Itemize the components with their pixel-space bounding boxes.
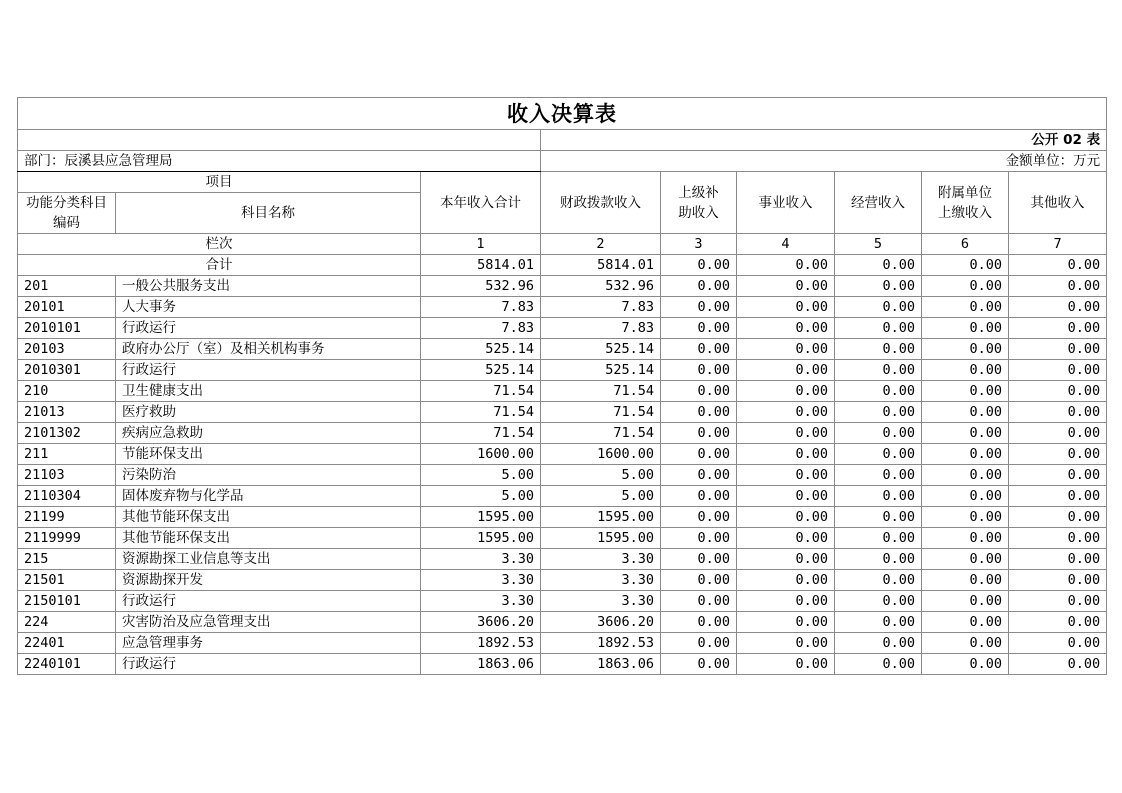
amount-cell: 1892.53 bbox=[421, 633, 541, 654]
amount-cell: 0.00 bbox=[835, 507, 922, 528]
amount-cell: 0.00 bbox=[1009, 528, 1107, 549]
table-row bbox=[18, 654, 1107, 675]
subject-name-cell: 应急管理事务 bbox=[116, 633, 421, 654]
amount-cell: 0.00 bbox=[922, 276, 1009, 297]
func-code-cell: 2010301 bbox=[18, 360, 116, 381]
amount-cell: 71.54 bbox=[541, 381, 661, 402]
func-code-cell: 2150101 bbox=[18, 591, 116, 612]
table-row bbox=[18, 633, 1107, 654]
amount-cell: 1595.00 bbox=[421, 507, 541, 528]
amount-cell: 0.00 bbox=[737, 465, 835, 486]
amount-cell: 0.00 bbox=[737, 276, 835, 297]
func-code-cell: 21103 bbox=[18, 465, 116, 486]
subject-name-cell: 其他节能环保支出 bbox=[116, 528, 421, 549]
subject-name-cell: 其他节能环保支出 bbox=[116, 507, 421, 528]
amount-cell: 0.00 bbox=[1009, 402, 1107, 423]
amount-cell: 1863.06 bbox=[541, 654, 661, 675]
table-row bbox=[18, 402, 1107, 423]
amount-cell: 0.00 bbox=[922, 654, 1009, 675]
amount-cell: 7.83 bbox=[541, 318, 661, 339]
amount-cell: 3.30 bbox=[541, 549, 661, 570]
amount-cell: 0.00 bbox=[1009, 570, 1107, 591]
amount-cell: 0.00 bbox=[922, 549, 1009, 570]
amount-cell: 0.00 bbox=[661, 591, 737, 612]
amount-cell: 0.00 bbox=[922, 423, 1009, 444]
table-row bbox=[18, 318, 1107, 339]
amount-cell: 3.30 bbox=[541, 591, 661, 612]
title-row bbox=[18, 98, 1107, 130]
amount-cell: 71.54 bbox=[421, 423, 541, 444]
amount-cell: 0.00 bbox=[737, 654, 835, 675]
subject-name-cell: 灾害防治及应急管理支出 bbox=[116, 612, 421, 633]
amount-cell: 0.00 bbox=[922, 570, 1009, 591]
total-value: 0.00 bbox=[737, 255, 835, 276]
amount-cell: 0.00 bbox=[922, 360, 1009, 381]
col-number: 1 bbox=[421, 234, 541, 255]
amount-cell: 0.00 bbox=[835, 486, 922, 507]
amount-cell: 0.00 bbox=[737, 339, 835, 360]
col-header-business: 事业收入 bbox=[737, 172, 835, 234]
amount-cell: 1600.00 bbox=[541, 444, 661, 465]
amount-cell: 5.00 bbox=[421, 465, 541, 486]
table-row bbox=[18, 360, 1107, 381]
amount-cell: 0.00 bbox=[835, 297, 922, 318]
total-value: 0.00 bbox=[835, 255, 922, 276]
amount-cell: 0.00 bbox=[737, 444, 835, 465]
amount-cell: 0.00 bbox=[922, 297, 1009, 318]
amount-cell: 0.00 bbox=[1009, 465, 1107, 486]
amount-cell: 0.00 bbox=[835, 339, 922, 360]
amount-cell: 0.00 bbox=[1009, 360, 1107, 381]
amount-cell: 71.54 bbox=[421, 402, 541, 423]
amount-cell: 0.00 bbox=[922, 339, 1009, 360]
amount-cell: 525.14 bbox=[421, 360, 541, 381]
amount-cell: 0.00 bbox=[835, 633, 922, 654]
func-code-cell: 201 bbox=[18, 276, 116, 297]
amount-cell: 0.00 bbox=[661, 381, 737, 402]
amount-cell: 0.00 bbox=[737, 297, 835, 318]
total-value: 0.00 bbox=[661, 255, 737, 276]
amount-cell: 0.00 bbox=[835, 381, 922, 402]
col-number: 3 bbox=[661, 234, 737, 255]
amount-cell: 0.00 bbox=[661, 633, 737, 654]
amount-cell: 0.00 bbox=[922, 318, 1009, 339]
total-value: 0.00 bbox=[922, 255, 1009, 276]
func-code-cell: 2119999 bbox=[18, 528, 116, 549]
item-header: 项目 bbox=[18, 172, 421, 193]
amount-cell: 0.00 bbox=[661, 486, 737, 507]
col-header-affiliated: 附属单位上缴收入 bbox=[922, 172, 1009, 234]
subject-name-cell: 行政运行 bbox=[116, 318, 421, 339]
col-number: 5 bbox=[835, 234, 922, 255]
table-row bbox=[18, 528, 1107, 549]
amount-cell: 1863.06 bbox=[421, 654, 541, 675]
amount-cell: 71.54 bbox=[421, 381, 541, 402]
subject-name-cell: 政府办公厅（室）及相关机构事务 bbox=[116, 339, 421, 360]
amount-cell: 0.00 bbox=[661, 549, 737, 570]
amount-cell: 0.00 bbox=[737, 486, 835, 507]
amount-cell: 0.00 bbox=[922, 612, 1009, 633]
amount-cell: 5.00 bbox=[541, 465, 661, 486]
amount-cell: 0.00 bbox=[835, 360, 922, 381]
amount-cell: 0.00 bbox=[661, 318, 737, 339]
amount-cell: 0.00 bbox=[661, 423, 737, 444]
amount-cell: 0.00 bbox=[1009, 276, 1107, 297]
amount-cell: 0.00 bbox=[661, 402, 737, 423]
total-value: 5814.01 bbox=[541, 255, 661, 276]
amount-cell: 1595.00 bbox=[541, 507, 661, 528]
amount-cell: 532.96 bbox=[421, 276, 541, 297]
header-row-1 bbox=[18, 172, 1107, 193]
amount-cell: 0.00 bbox=[737, 318, 835, 339]
amount-cell: 5.00 bbox=[421, 486, 541, 507]
table-row bbox=[18, 486, 1107, 507]
amount-cell: 0.00 bbox=[737, 507, 835, 528]
func-code-cell: 2101302 bbox=[18, 423, 116, 444]
amount-cell: 0.00 bbox=[922, 381, 1009, 402]
amount-cell: 0.00 bbox=[661, 339, 737, 360]
amount-cell: 0.00 bbox=[1009, 486, 1107, 507]
amount-cell: 0.00 bbox=[922, 444, 1009, 465]
amount-cell: 0.00 bbox=[661, 570, 737, 591]
amount-cell: 0.00 bbox=[835, 444, 922, 465]
amount-cell: 0.00 bbox=[922, 528, 1009, 549]
func-code-cell: 215 bbox=[18, 549, 116, 570]
func-code-cell: 21199 bbox=[18, 507, 116, 528]
subject-name-cell: 行政运行 bbox=[116, 654, 421, 675]
amount-cell: 525.14 bbox=[421, 339, 541, 360]
amount-cell: 3.30 bbox=[421, 549, 541, 570]
income-final-accounts-sheet bbox=[17, 97, 1106, 675]
department-label: 部门：辰溪县应急管理局 bbox=[18, 151, 541, 172]
col-number: 4 bbox=[737, 234, 835, 255]
func-code-header: 功能分类科目编码 bbox=[18, 193, 116, 234]
func-code-cell: 20101 bbox=[18, 297, 116, 318]
amount-cell: 0.00 bbox=[737, 423, 835, 444]
amount-cell: 0.00 bbox=[835, 465, 922, 486]
subject-name-cell: 固体废弃物与化学品 bbox=[116, 486, 421, 507]
table-row bbox=[18, 423, 1107, 444]
amount-cell: 0.00 bbox=[737, 633, 835, 654]
amount-cell: 0.00 bbox=[661, 654, 737, 675]
table-code: 公开 02 表 bbox=[541, 130, 1107, 151]
total-row bbox=[18, 255, 1107, 276]
amount-cell: 3.30 bbox=[541, 570, 661, 591]
page-title: 收入决算表 bbox=[18, 98, 1107, 130]
table-row bbox=[18, 591, 1107, 612]
amount-cell: 0.00 bbox=[1009, 612, 1107, 633]
amount-cell: 0.00 bbox=[835, 612, 922, 633]
subject-name-cell: 行政运行 bbox=[116, 591, 421, 612]
amount-cell: 0.00 bbox=[737, 612, 835, 633]
amount-cell: 0.00 bbox=[1009, 339, 1107, 360]
subject-name-cell: 资源勘探工业信息等支出 bbox=[116, 549, 421, 570]
amount-cell: 1595.00 bbox=[421, 528, 541, 549]
amount-cell: 0.00 bbox=[1009, 381, 1107, 402]
amount-cell: 7.83 bbox=[421, 318, 541, 339]
code-row bbox=[18, 130, 1107, 151]
amount-cell: 0.00 bbox=[737, 360, 835, 381]
amount-cell: 0.00 bbox=[1009, 423, 1107, 444]
col-number: 7 bbox=[1009, 234, 1107, 255]
amount-cell: 0.00 bbox=[1009, 318, 1107, 339]
func-code-cell: 224 bbox=[18, 612, 116, 633]
func-code-cell: 2240101 bbox=[18, 654, 116, 675]
amount-cell: 0.00 bbox=[737, 591, 835, 612]
amount-cell: 0.00 bbox=[737, 381, 835, 402]
table-row bbox=[18, 612, 1107, 633]
income-table bbox=[17, 97, 1107, 675]
amount-cell: 3606.20 bbox=[421, 612, 541, 633]
subject-name-cell: 资源勘探开发 bbox=[116, 570, 421, 591]
amount-cell: 0.00 bbox=[835, 591, 922, 612]
amount-cell: 0.00 bbox=[737, 402, 835, 423]
func-code-cell: 210 bbox=[18, 381, 116, 402]
total-label: 合计 bbox=[18, 255, 421, 276]
col-header-other: 其他收入 bbox=[1009, 172, 1107, 234]
amount-cell: 0.00 bbox=[922, 486, 1009, 507]
amount-cell: 0.00 bbox=[1009, 444, 1107, 465]
subject-name-cell: 卫生健康支出 bbox=[116, 381, 421, 402]
subject-name-cell: 疾病应急救助 bbox=[116, 423, 421, 444]
col-number: 2 bbox=[541, 234, 661, 255]
table-row bbox=[18, 444, 1107, 465]
amount-cell: 0.00 bbox=[1009, 591, 1107, 612]
amount-cell: 0.00 bbox=[737, 528, 835, 549]
amount-cell: 1600.00 bbox=[421, 444, 541, 465]
func-code-cell: 21013 bbox=[18, 402, 116, 423]
amount-cell: 0.00 bbox=[922, 591, 1009, 612]
col-index-row bbox=[18, 234, 1107, 255]
col-header-superior-subsidy: 上级补助收入 bbox=[661, 172, 737, 234]
amount-cell: 0.00 bbox=[922, 633, 1009, 654]
amount-cell: 0.00 bbox=[661, 360, 737, 381]
table-row bbox=[18, 570, 1107, 591]
amount-cell: 3.30 bbox=[421, 570, 541, 591]
func-code-cell: 2010101 bbox=[18, 318, 116, 339]
subject-name-header: 科目名称 bbox=[116, 193, 421, 234]
amount-cell: 0.00 bbox=[1009, 654, 1107, 675]
amount-cell: 0.00 bbox=[1009, 633, 1107, 654]
amount-cell: 0.00 bbox=[835, 318, 922, 339]
col-header-fiscal: 财政拨款收入 bbox=[541, 172, 661, 234]
col-header-total: 本年收入合计 bbox=[421, 172, 541, 234]
amount-cell: 0.00 bbox=[835, 549, 922, 570]
amount-cell: 0.00 bbox=[1009, 549, 1107, 570]
subject-name-cell: 节能环保支出 bbox=[116, 444, 421, 465]
amount-cell: 0.00 bbox=[661, 612, 737, 633]
table-row bbox=[18, 276, 1107, 297]
amount-cell: 1892.53 bbox=[541, 633, 661, 654]
subject-name-cell: 行政运行 bbox=[116, 360, 421, 381]
func-code-cell: 21501 bbox=[18, 570, 116, 591]
amount-cell: 525.14 bbox=[541, 360, 661, 381]
amount-cell: 0.00 bbox=[1009, 507, 1107, 528]
amount-cell: 0.00 bbox=[661, 507, 737, 528]
subject-name-cell: 人大事务 bbox=[116, 297, 421, 318]
amount-cell: 0.00 bbox=[835, 528, 922, 549]
amount-cell: 0.00 bbox=[922, 465, 1009, 486]
amount-cell: 71.54 bbox=[541, 423, 661, 444]
amount-cell: 0.00 bbox=[922, 402, 1009, 423]
amount-cell: 0.00 bbox=[661, 276, 737, 297]
amount-cell: 0.00 bbox=[835, 570, 922, 591]
amount-cell: 525.14 bbox=[541, 339, 661, 360]
amount-cell: 0.00 bbox=[835, 276, 922, 297]
amount-cell: 0.00 bbox=[922, 507, 1009, 528]
total-value: 5814.01 bbox=[421, 255, 541, 276]
col-header-operating: 经营收入 bbox=[835, 172, 922, 234]
amount-cell: 0.00 bbox=[661, 465, 737, 486]
amount-cell: 0.00 bbox=[661, 444, 737, 465]
amount-cell: 0.00 bbox=[661, 528, 737, 549]
subject-name-cell: 医疗救助 bbox=[116, 402, 421, 423]
table-row bbox=[18, 465, 1107, 486]
func-code-cell: 211 bbox=[18, 444, 116, 465]
amount-cell: 7.83 bbox=[541, 297, 661, 318]
table-row bbox=[18, 549, 1107, 570]
dept-row bbox=[18, 151, 1107, 172]
subject-name-cell: 一般公共服务支出 bbox=[116, 276, 421, 297]
amount-cell: 71.54 bbox=[541, 402, 661, 423]
amount-cell: 0.00 bbox=[835, 402, 922, 423]
amount-cell: 0.00 bbox=[835, 423, 922, 444]
col-index-label: 栏次 bbox=[18, 234, 421, 255]
amount-cell: 3.30 bbox=[421, 591, 541, 612]
func-code-cell: 22401 bbox=[18, 633, 116, 654]
amount-cell: 7.83 bbox=[421, 297, 541, 318]
func-code-cell: 2110304 bbox=[18, 486, 116, 507]
table-row bbox=[18, 507, 1107, 528]
func-code-cell: 20103 bbox=[18, 339, 116, 360]
table-row bbox=[18, 381, 1107, 402]
amount-cell: 5.00 bbox=[541, 486, 661, 507]
table-row bbox=[18, 339, 1107, 360]
amount-cell: 3606.20 bbox=[541, 612, 661, 633]
amount-cell: 532.96 bbox=[541, 276, 661, 297]
col-number: 6 bbox=[922, 234, 1009, 255]
unit-label: 金额单位：万元 bbox=[541, 151, 1107, 172]
subject-name-cell: 污染防治 bbox=[116, 465, 421, 486]
table-row bbox=[18, 297, 1107, 318]
amount-cell: 0.00 bbox=[661, 297, 737, 318]
amount-cell: 0.00 bbox=[1009, 297, 1107, 318]
amount-cell: 0.00 bbox=[835, 654, 922, 675]
amount-cell: 0.00 bbox=[737, 549, 835, 570]
total-value: 0.00 bbox=[1009, 255, 1107, 276]
amount-cell: 0.00 bbox=[737, 570, 835, 591]
amount-cell: 1595.00 bbox=[541, 528, 661, 549]
